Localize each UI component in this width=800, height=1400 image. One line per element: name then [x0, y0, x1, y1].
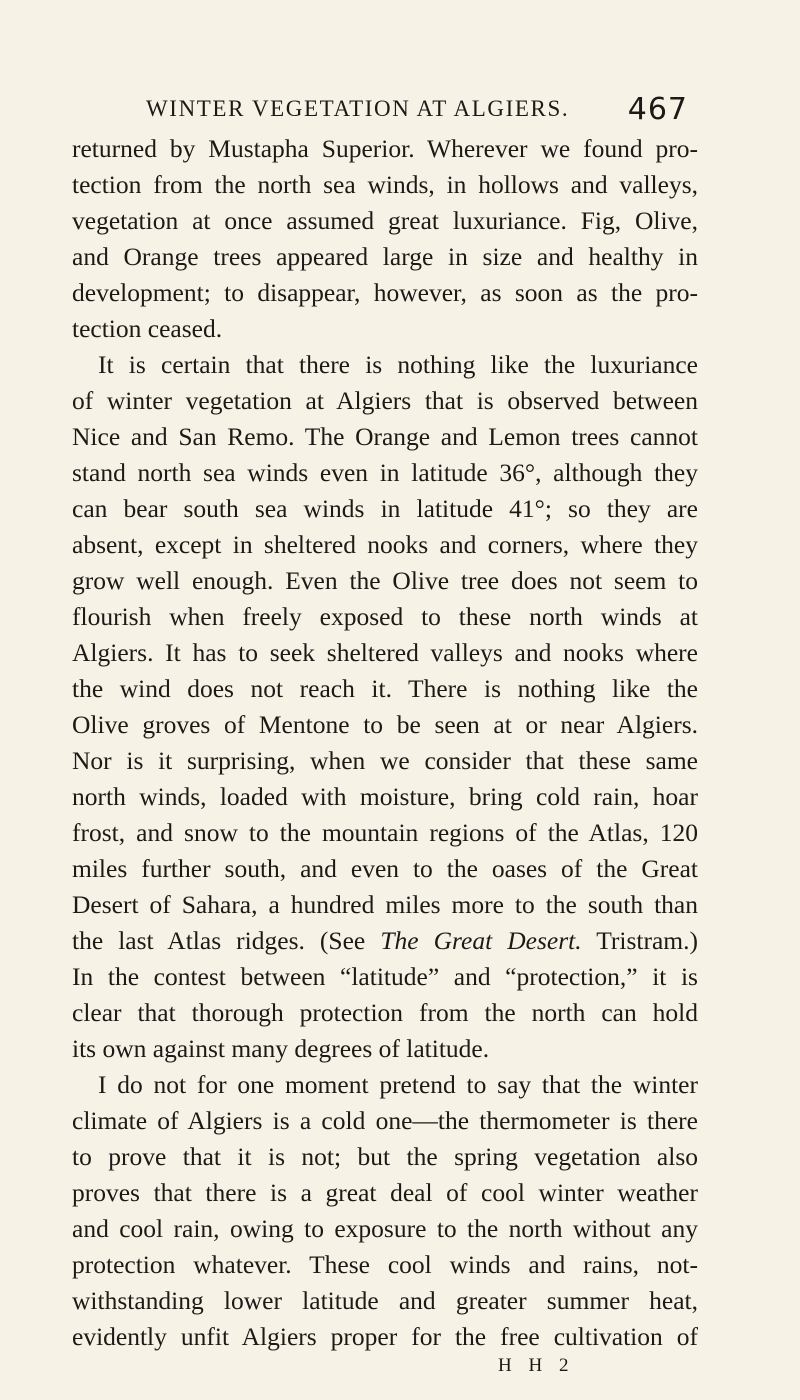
text-line: Nice and San Remo. The Orange and Lemon trees cannot [72, 422, 698, 451]
text-line-citation [72, 923, 698, 959]
text-line: development; to disappear, however, as soon as the pro- [72, 278, 698, 307]
page-number: 467 [627, 92, 688, 127]
text-line: vegetation at once assumed great luxuriance. Fig, Olive, [72, 206, 698, 235]
text-line: stand north sea winds even in latitude 36°, although they [72, 458, 698, 487]
text-line: miles further south, and even to the oases of the Great [72, 854, 698, 883]
text-line: flourish when freely exposed to these north winds at [72, 602, 698, 631]
text-line: can bear south sea winds in latitude 41°; so they are [72, 494, 698, 523]
text-line: I do not for one moment pretend to say that the winter [98, 1070, 698, 1099]
text-line: the wind does not reach it. There is nothing like the [72, 674, 698, 703]
citation-post: Tristram.) [581, 926, 698, 955]
text-line: grow well enough. Even the Olive tree does not seem to [72, 566, 698, 595]
text-line: frost, and snow to the mountain regions of the Atlas, 120 [72, 818, 698, 847]
citation-pre: the last Atlas ridges. (See [72, 926, 381, 955]
text-line: withstanding lower latitude and greater summer heat, [72, 1286, 698, 1315]
text-line: Desert of Sahara, a hundred miles more to the south than [72, 890, 698, 919]
text-line: tection from the north sea winds, in hollows and valleys, [72, 170, 698, 199]
text-line: protection whatever. These cool winds and rains, not- [72, 1250, 698, 1279]
text-line: and Orange trees appeared large in size and healthy in [72, 242, 698, 271]
cited-title: The Great Desert. [380, 926, 582, 955]
running-head [0, 92, 800, 132]
text-line: evidently unfit Algiers proper for the free cultivation of [72, 1322, 698, 1351]
text-line: climate of Algiers is a cold one—the thermometer is there [72, 1106, 698, 1135]
text-line: Olive groves of Mentone to be seen at or near Algiers. [72, 710, 698, 739]
text-line: Nor is it surprising, when we consider that these same [72, 746, 698, 775]
running-title: WINTER VEGETATION AT ALGIERS. [146, 96, 570, 121]
text-line: proves that there is a great deal of cool winter weather [72, 1178, 698, 1207]
text-line: north winds, loaded with moisture, bring cold rain, hoar [72, 782, 698, 811]
text-line: returned by Mustapha Superior. Wherever we found pro- [72, 134, 698, 163]
text-line: absent, except in sheltered nooks and corners, where they [72, 530, 698, 559]
text-line: of winter vegetation at Algiers that is observed between [72, 386, 698, 415]
text-line: clear that thorough protection from the north can hold [72, 998, 698, 1027]
text-line: Algiers. It has to seek sheltered valleys and nooks where [72, 638, 698, 667]
signature-mark: H H 2 [498, 1355, 575, 1376]
text-line: In the contest between “latitude” and “protection,” it is [72, 962, 698, 991]
text-line: to prove that it is not; but the spring vegetation also [72, 1142, 698, 1171]
text-line: its own against many degrees of latitude. [72, 1034, 490, 1063]
text-line: It is certain that there is nothing like the luxuriance [98, 350, 698, 379]
text-line: and cool rain, owing to exposure to the north without any [72, 1214, 698, 1243]
text-line: tection ceased. [72, 314, 223, 343]
